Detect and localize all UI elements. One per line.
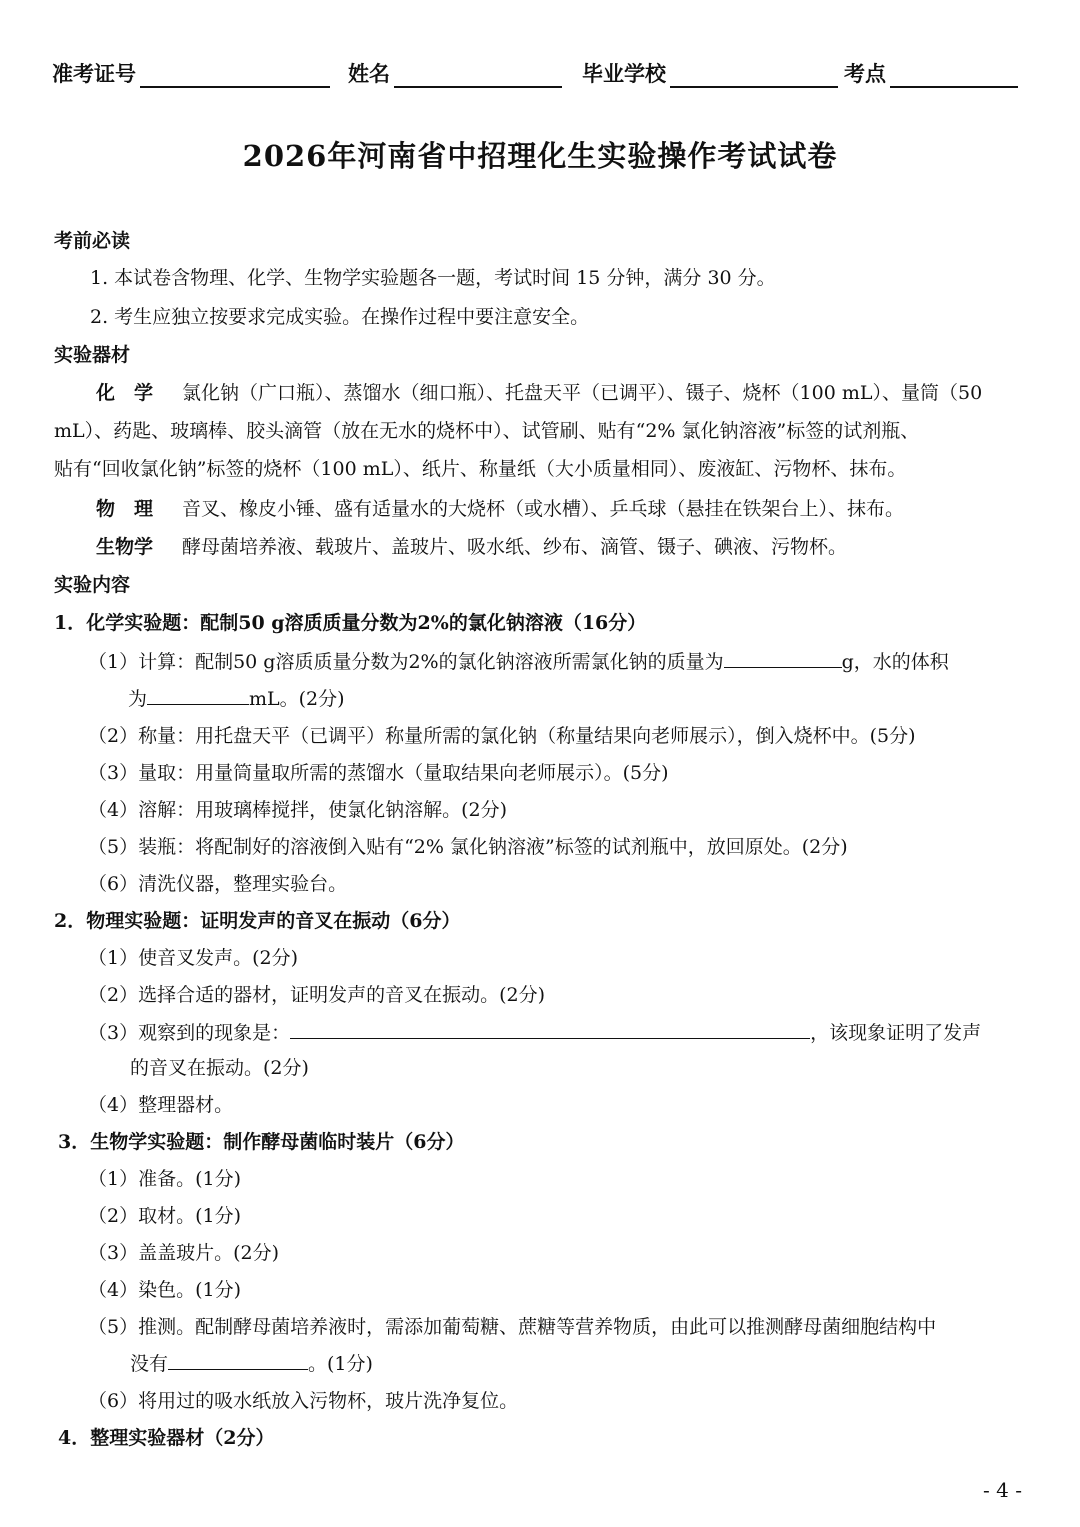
q2-s3-text-2: ，该现象证明了发声 bbox=[810, 1022, 982, 1044]
q1-s1-text-4: mL。(2分) bbox=[249, 688, 345, 710]
materials-chem-line-1 bbox=[96, 380, 982, 406]
q3-s5-text-3: 。(1分) bbox=[308, 1353, 373, 1375]
q1-volume-blank[interactable] bbox=[147, 686, 249, 705]
exam-id-field bbox=[52, 58, 330, 88]
q3-step-1: （1）准备。(1分) bbox=[88, 1168, 242, 1190]
materials-chem-line-2: mL）、药匙、玻璃棒、胶头滴管（放在无水的烧杯中）、试管刷、贴有“2% 氯化钠溶液”标签的试剂瓶、 bbox=[54, 420, 920, 442]
materials-phys-line bbox=[96, 496, 904, 522]
materials-heading: 实验器材 bbox=[54, 344, 131, 366]
q3-step-2: （2）取材。(1分) bbox=[88, 1205, 242, 1227]
page-number: - 4 - bbox=[983, 1478, 1022, 1502]
chem-text-1: 氯化钠（广口瓶）、蒸馏水（细口瓶）、托盘天平（已调平）、镊子、烧杯（100 mL）、量筒（50 bbox=[182, 382, 983, 404]
school-label: 毕业学校 bbox=[582, 61, 666, 86]
q1-step-5: （5）装瓶：将配制好的溶液倒入贴有“2% 氯化钠溶液”标签的试剂瓶中，放回原处。(2分) bbox=[88, 836, 848, 858]
q3-step-5-line-1: （5）推测。配制酵母菌培养液时，需添加葡萄糖、蔗糖等营养物质，由此可以推测酵母菌细胞结构中 bbox=[88, 1316, 937, 1338]
school-blank[interactable] bbox=[670, 64, 838, 88]
phys-text: 音叉、橡皮小锤、盛有适量水的大烧杯（或水槽）、乒乓球（悬挂在铁架台上）、抹布。 bbox=[182, 498, 905, 520]
chem-label: 化 学 bbox=[96, 382, 154, 404]
q3-structure-blank[interactable] bbox=[168, 1351, 308, 1370]
q1-s1-text-3: 为 bbox=[128, 688, 148, 710]
q3-step-4: （4）染色。(1分) bbox=[88, 1279, 242, 1301]
q2-s3-text: （3）观察到的现象是： bbox=[88, 1022, 291, 1044]
notice-heading: 考前必读 bbox=[54, 230, 131, 252]
q1-mass-blank[interactable] bbox=[724, 649, 842, 668]
materials-bio-line bbox=[96, 534, 847, 560]
bio-label: 生物学 bbox=[96, 536, 154, 558]
name-blank[interactable] bbox=[394, 64, 562, 88]
site-blank[interactable] bbox=[890, 64, 1018, 88]
q2-step-3-line-2: 的音叉在振动。(2分) bbox=[130, 1057, 309, 1079]
site-field bbox=[844, 58, 1018, 88]
q2-step-2: （2）选择合适的器材，证明发声的音叉在振动。(2分) bbox=[88, 984, 546, 1006]
site-label: 考点 bbox=[844, 61, 886, 86]
notice-item-1: 1. 本试卷含物理、化学、生物学实验题各一题，考试时间 15 分钟，满分 30 分。 bbox=[90, 267, 776, 289]
school-field bbox=[582, 58, 838, 88]
q3-step-3: （3）盖盖玻片。(2分) bbox=[88, 1242, 280, 1264]
q2-title: 2．物理实验题：证明发声的音叉在振动（6分） bbox=[54, 910, 461, 932]
header-fields bbox=[52, 58, 1022, 92]
q1-s1-text: （1）计算：配制50 g溶质质量分数为2%的氯化钠溶液所需氯化钠的质量为 bbox=[88, 651, 724, 673]
q4-title: 4．整理实验器材（2分） bbox=[58, 1427, 275, 1449]
q2-observation-blank[interactable] bbox=[290, 1020, 810, 1039]
exam-id-blank[interactable] bbox=[140, 64, 330, 88]
q2-step-1: （1）使音叉发声。(2分) bbox=[88, 947, 299, 969]
exam-id-label: 准考证号 bbox=[52, 61, 136, 86]
name-label: 姓名 bbox=[348, 61, 390, 86]
q1-step-1-line-2 bbox=[128, 686, 345, 712]
q3-s5-text-2: 没有 bbox=[130, 1353, 169, 1375]
bio-text: 酵母菌培养液、载玻片、盖玻片、吸水纸、纱布、滴管、镊子、碘液、污物杯。 bbox=[182, 536, 848, 558]
q1-step-1-line-1 bbox=[88, 649, 949, 675]
q3-step-6: （6）将用过的吸水纸放入污物杯，玻片洗净复位。 bbox=[88, 1390, 519, 1412]
q1-step-6: （6）清洗仪器，整理实验台。 bbox=[88, 873, 348, 895]
name-field bbox=[348, 58, 562, 88]
content-heading: 实验内容 bbox=[54, 574, 131, 596]
notice-item-2: 2. 考生应独立按要求完成实验。在操作过程中要注意安全。 bbox=[90, 306, 590, 328]
q2-step-3-line-1 bbox=[88, 1020, 981, 1046]
q3-title: 3．生物学实验题：制作酵母菌临时装片（6分） bbox=[58, 1131, 465, 1153]
q1-title: 1．化学实验题：配制50 g溶质质量分数为2%的氯化钠溶液（16分） bbox=[54, 612, 647, 634]
materials-chem-line-3: 贴有“回收氯化钠”标签的烧杯（100 mL）、纸片、称量纸（大小质量相同）、废液缸、污物杯、抹布。 bbox=[54, 458, 907, 480]
phys-label: 物 理 bbox=[96, 498, 154, 520]
q1-s1-text-2: g，水的体积 bbox=[841, 651, 949, 673]
q3-step-5-line-2 bbox=[130, 1351, 373, 1377]
q1-step-4: （4）溶解：用玻璃棒搅拌，使氯化钠溶解。(2分) bbox=[88, 799, 508, 821]
q1-step-3: （3）量取：用量筒量取所需的蒸馏水（量取结果向老师展示）。(5分) bbox=[88, 762, 669, 784]
q2-step-4: （4）整理器材。 bbox=[88, 1094, 234, 1116]
q1-step-2: （2）称量：用托盘天平（已调平）称量所需的氯化钠（称量结果向老师展示），倒入烧杯中。(5分) bbox=[88, 725, 916, 747]
page-title: 2026年河南省中招理化生实验操作考试试卷 bbox=[242, 139, 838, 173]
